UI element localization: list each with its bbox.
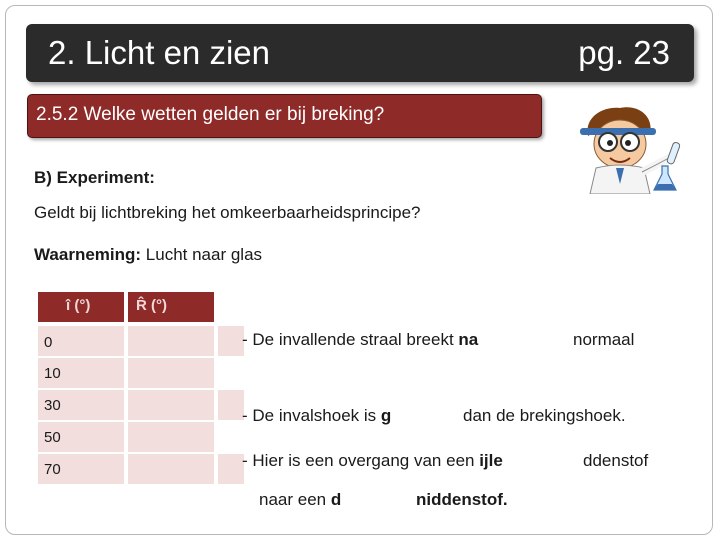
section-header bbox=[27, 94, 542, 138]
refraction-angle-label: R̂ (°) bbox=[136, 297, 167, 314]
table-cell-extra-4 bbox=[218, 454, 244, 484]
table-header-refraction bbox=[128, 292, 214, 322]
table-cell-r-1 bbox=[128, 358, 214, 388]
statement-4-end: niddenstof. bbox=[416, 490, 508, 509]
table-cell-extra-2 bbox=[218, 390, 244, 420]
observation-text: Lucht naar glas bbox=[145, 245, 263, 264]
statement-1-end: normaal bbox=[573, 330, 635, 349]
table-row-value: 70 bbox=[44, 461, 61, 478]
statement-4: naar een d bbox=[259, 490, 342, 509]
observation-line bbox=[34, 245, 262, 265]
statement-3: - Hier is een overgang van een ijle bbox=[242, 451, 503, 470]
table-cell-extra-0 bbox=[218, 326, 244, 356]
statement-3-end: ddenstof bbox=[583, 451, 649, 470]
table-header-incidence bbox=[38, 292, 124, 322]
table-cell-r-2 bbox=[128, 390, 214, 420]
statement-2: - De invalshoek is g bbox=[242, 406, 392, 425]
table-cell-r-3 bbox=[128, 422, 214, 452]
table-cell-r-0 bbox=[128, 326, 214, 356]
chapter-title: 2. Licht en zien bbox=[48, 34, 270, 71]
statement-2-end: dan de brekingshoek. bbox=[463, 406, 626, 425]
experiment-heading: B) Experiment: bbox=[34, 168, 155, 187]
section-title: 2.5.2 Welke wetten gelden er bij breking? bbox=[36, 104, 385, 125]
table-row-value: 30 bbox=[44, 397, 61, 414]
table-row-value: 0 bbox=[44, 334, 53, 351]
table-row-value: 50 bbox=[44, 429, 61, 446]
experiment-question: Geldt bij lichtbreking het omkeerbaarheidsprincipe? bbox=[34, 203, 421, 222]
incidence-angle-label: î (°) bbox=[66, 297, 91, 314]
table-row-value: 10 bbox=[44, 365, 61, 382]
statement-1: - De invallende straal breekt na bbox=[242, 330, 479, 349]
title-bar bbox=[26, 24, 694, 82]
observation-label: Waarneming: bbox=[34, 245, 142, 264]
page-number: pg. 23 bbox=[578, 34, 670, 71]
table-cell-r-4 bbox=[128, 454, 214, 484]
scientist-illustration bbox=[566, 98, 698, 194]
